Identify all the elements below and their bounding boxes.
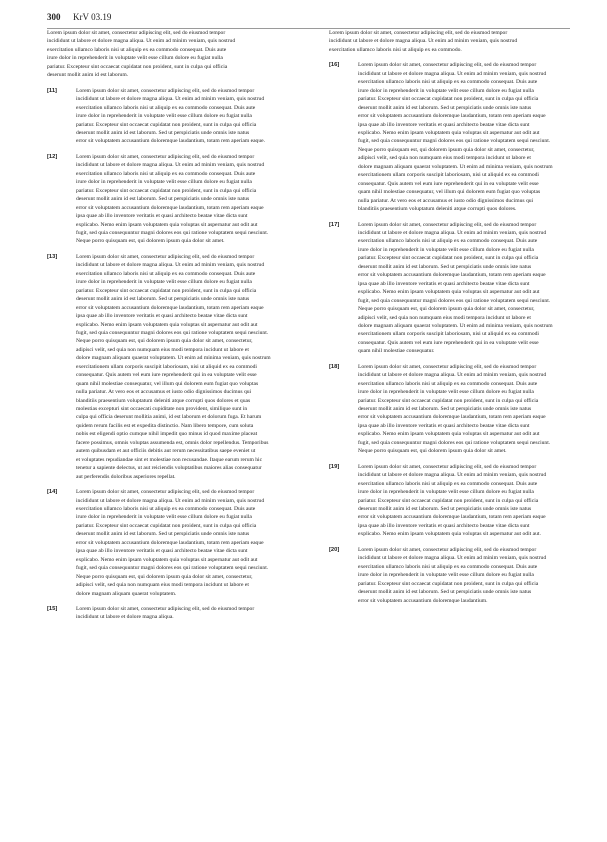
text-line: incididunt ut labore et dolore magna aliqua. Ut enim ad minim veniam, quis nostrud (47, 38, 236, 45)
paragraph-number: [17] (329, 221, 340, 228)
text-line: deserunt mollit anim id est laborum. Sed ut perspiciatis unde omnis iste natus (358, 104, 532, 111)
text-line: deserunt mollit anim id est laborum. Sed ut perspiciatis unde omnis iste natus (358, 263, 532, 270)
text-line: pariatur. Excepteur sint occaecat cupidatat non proident, sunt in culpa qui officia (358, 397, 539, 404)
text-line: deserunt mollit anim id est laborum. Sed ut perspiciatis unde omnis iste natus (358, 406, 532, 413)
paragraph-body (76, 488, 288, 598)
text-line: explicabo. Nemo enim ipsam voluptatem quia voluptas sit aspernatur aut odit aut. (358, 531, 541, 538)
paragraph (47, 153, 288, 246)
paragraph-body (358, 61, 570, 213)
paragraph-number: [15] (47, 606, 58, 612)
paragraph-number: [16] (329, 62, 340, 69)
text-line: Lorem ipsum dolor sit amet, consectetur adipiscing elit, sed do eiusmod tempor (329, 30, 508, 36)
text-line: incididunt ut labore et dolore magna aliqua. Ut enim ad minim veniam, quis nostrud (358, 70, 547, 77)
page-header (47, 10, 570, 29)
text-line: error sit voluptatem accusantium doloremque laudantium, totam rem aperiam eaque (358, 514, 546, 521)
paragraph-body (76, 87, 288, 146)
text-line: error sit voluptatem accusantium doloremque laudantium, totam rem aperiam eaque (76, 204, 264, 211)
text-line: consequatur. Quis autem vel eum iure reprehenderit qui in ea voluptate velit esse (76, 372, 257, 379)
text-line: ipsa quae ab illo inventore veritatis et quasi architecto beatae vitae dicta sunt (358, 422, 530, 429)
text-line: explicabo. Nemo enim ipsam voluptatem quia voluptas sit aspernatur aut odit aut (358, 431, 540, 438)
text-line: Lorem ipsum dolor sit amet, consectetur adipiscing elit, sed do eiusmod tempor (76, 253, 255, 260)
paragraph-continuation (329, 29, 570, 54)
text-line: incididunt ut labore et dolore magna aliqua. Ut enim ad minim veniam, quis nostrud (358, 472, 547, 479)
text-line: exercitationem ullam corporis suscipit laboriosam, nisi ut aliquid ex ea commodi (76, 363, 257, 370)
paragraph-body (358, 363, 570, 456)
text-line: incididunt ut labore et dolore magna aliqua. Ut enim ad minim veniam, quis nostrud (76, 497, 265, 504)
text-line: quidem rerum facilis est et expedita distinctio. Nam libero tempore, cum soluta (76, 422, 254, 429)
text-line: adipisci velit, sed quia non numquam eius modi tempora incidunt ut labore et (76, 346, 249, 353)
text-line: Neque porro quisquam est, qui dolorem ipsum quia dolor sit amet. (76, 238, 225, 245)
paragraph-body (76, 153, 288, 246)
text-line: ipsa quae ab illo inventore veritatis et quasi architecto beatae vitae dicta sunt (358, 121, 530, 128)
journal-name: KrV 03.19 (73, 12, 112, 22)
text-line: deserunt mollit anim id est laborum. Sed ut perspiciatis unde omnis iste natus (76, 531, 250, 538)
text-line: Neque porro quisquam est, qui dolorem ipsum quia dolor sit amet, consectetur, (358, 146, 535, 153)
text-line: explicabo. Nemo enim ipsam voluptatem quia voluptas sit aspernatur aut odit aut (76, 321, 258, 328)
text-line: irure dolor in reprehenderit in voluptate velit esse cillum dolore eu fugiat nulla (358, 87, 534, 94)
text-line: Lorem ipsum dolor sit amet, consectetur adipiscing elit, sed do eiusmod tempor (76, 87, 255, 94)
text-line: irure dolor in reprehenderit in voluptate velit esse cillum dolore eu fugiat nulla (358, 389, 534, 396)
text-line: irure dolor in reprehenderit in voluptate velit esse cillum dolore eu fugiat nulla (76, 113, 252, 120)
left-column (47, 29, 288, 829)
text-line: irure dolor in reprehenderit in voluptate velit esse cillum dolore eu fugiat nulla (76, 279, 252, 286)
text-line: fugit, sed quia consequuntur magni dolores eos qui ratione voluptatem sequi nesciunt. (76, 229, 269, 236)
text-line: error sit voluptatem accusantium doloremque laudantium, totam rem aperiam eaque (76, 539, 264, 546)
paragraph (329, 546, 570, 605)
text-line: Lorem ipsum dolor sit amet, consectetur adipiscing elit, sed do eiusmod tempor (358, 62, 537, 69)
text-line: deserunt mollit anim id est laborum. Sed ut perspiciatis unde omnis iste natus (76, 196, 250, 203)
text-line: irure dolor in reprehenderit in voluptate velit esse cillum dolore eu fugiat nulla (76, 179, 252, 186)
paragraph (47, 605, 288, 622)
paragraph (329, 221, 570, 356)
text-line: ipsa quae ab illo inventore veritatis et quasi architecto beatae vitae dicta sunt (76, 313, 248, 320)
page-number: 300 (47, 12, 61, 22)
text-line: incididunt ut labore et dolore magna aliqua. Ut enim ad minim veniam, quis nostrud (76, 262, 265, 269)
text-line: deserunt mollit anim id est laborum. Sed ut perspiciatis unde omnis iste natus (358, 589, 532, 596)
paragraph (329, 463, 570, 539)
text-line: irure dolor in reprehenderit in voluptate velit esse cillum dolore eu fugiat nulla (358, 572, 534, 579)
text-line: Lorem ipsum dolor sit amet, consectetur adipiscing elit, sed do eiusmod tempor (358, 221, 537, 228)
text-line: deserunt mollit anim id est laborum. Sed ut perspiciatis unde omnis iste natus (358, 506, 532, 513)
text-line: Lorem ipsum dolor sit amet, consectetur adipiscing elit, sed do eiusmod tempor (358, 546, 537, 553)
text-line: quam nihil molestiae consequatur. (358, 348, 435, 355)
text-line: Lorem ipsum dolor sit amet, consectetur adipiscing elit, sed do eiusmod tempor (76, 153, 255, 160)
text-line: exercitation ullamco laboris nisi ut aliquip ex ea commodo consequat. Duis aute (358, 79, 538, 86)
text-line: fugit, sed quia consequuntur magni dolores eos qui ratione voluptatem sequi nesciunt. (76, 329, 269, 336)
text-line: blanditiis praesentium voluptatum deleniti atque corrupti quos dolores. (358, 206, 517, 213)
text-line: pariatur. Excepteur sint occaecat cupidatat non proident, sunt in culpa qui officia (358, 255, 539, 262)
text-line: explicabo. Nemo enim ipsam voluptatem quia voluptas sit aspernatur aut odit aut (76, 221, 258, 228)
text-line: exercitation ullamco laboris nisi ut aliquip ex ea commodo consequat. Duis aute (47, 46, 227, 53)
paragraph-number: [18] (329, 363, 340, 370)
text-line: exercitation ullamco laboris nisi ut aliquip ex ea commodo consequat. Duis aute (358, 563, 538, 570)
text-line: ipsa quae ab illo inventore veritatis et quasi architecto beatae vitae dicta sunt (358, 522, 530, 529)
text-line: error sit voluptatem accusantium doloremque laudantium, totam rem aperiam eaque (358, 113, 546, 120)
text-line: irure dolor in reprehenderit in voluptate velit esse cillum dolore eu fugiat nulla (358, 489, 534, 496)
text-line: Lorem ipsum dolor sit amet, consectetur adipiscing elit, sed do eiusmod tempor (358, 463, 537, 470)
paragraph-body (358, 221, 570, 356)
text-line: pariatur. Excepteur sint occaecat cupidatat non proident, sunt in culpa qui officia (358, 96, 539, 103)
text-line: incididunt ut labore et dolore magna aliqua. Ut enim ad minim veniam, quis nostrud (76, 162, 265, 169)
paragraph-body (47, 29, 288, 80)
text-line: irure dolor in reprehenderit in voluptate velit esse cillum dolore eu fugiat nulla (358, 246, 534, 253)
text-line: Lorem ipsum dolor sit amet, consectetur adipiscing elit, sed do eiusmod tempor (47, 30, 226, 36)
text-line: dolore magnam aliquam quaerat voluptatem. Ut enim ad minima veniam, quis nostrum (358, 163, 553, 170)
text-line: dolore magnam aliquam quaerat voluptatem. Ut enim ad minima veniam, quis nostrum (358, 322, 553, 329)
text-line: autem quibusdam et aut officiis debitis aut rerum necessitatibus saepe eveniet ut (76, 448, 256, 455)
text-line: facere possimus, omnis voluptas assumenda est, omnis dolor repellendus. Temporibus (76, 439, 269, 446)
text-line: pariatur. Excepteur sint occaecat cupidatat non proident, sunt in culpa qui officia (76, 121, 257, 128)
text-line: adipisci velit, sed quia non numquam eius modi tempora incidunt ut labore et (76, 582, 249, 589)
text-line: Neque porro quisquam est, qui dolorem ipsum quia dolor sit amet, consectetur, (76, 573, 253, 580)
text-line: exercitation ullamco laboris nisi ut aliquip ex ea commodo. (329, 46, 462, 53)
text-line: deserunt mollit anim id est laborum. Sed ut perspiciatis unde omnis iste natus (76, 129, 250, 136)
text-line: pariatur. Excepteur sint occaecat cupidatat non proident, sunt in culpa qui officia (76, 187, 257, 194)
text-line: molestias excepturi sint occaecati cupiditate non provident, similique sunt in (76, 406, 248, 413)
text-line: Neque porro quisquam est, qui dolorem ipsum quia dolor sit amet, consectetur, (358, 306, 535, 313)
text-line: pariatur. Excepteur sint occaecat cupidatat non proident, sunt in culpa qui officia (76, 287, 257, 294)
text-line: ipsa quae ab illo inventore veritatis et quasi architecto beatae vitae dicta sunt (76, 548, 248, 555)
text-line: pariatur. Excepteur sint occaecat cupidatat non proident, sunt in culpa qui officia (358, 497, 539, 504)
text-line: consequatur. Quis autem vel eum iure reprehenderit qui in ea voluptate velit esse (358, 180, 539, 187)
text-line: pariatur. Excepteur sint occaecat cupidatat non proident, sunt in culpa qui officia (76, 522, 257, 529)
paragraph-number: [19] (329, 463, 340, 470)
text-line: dolore magnam aliquam quaerat voluptatem. (76, 590, 177, 597)
paragraph (47, 87, 288, 146)
paragraph-number: [14] (47, 489, 58, 496)
text-line: quam nihil molestiae consequatur, vel illum qui dolorem eum fugiat quo voluptas (358, 189, 541, 196)
text-line: explicabo. Nemo enim ipsam voluptatem quia voluptas sit aspernatur aut odit aut (358, 289, 540, 296)
text-line: explicabo. Nemo enim ipsam voluptatem quia voluptas sit aspernatur aut odit aut (358, 129, 540, 136)
paragraph (329, 61, 570, 213)
text-line: dolore magnam aliquam quaerat voluptatem. Ut enim ad minima veniam, quis nostrum (76, 355, 271, 362)
text-line: adipisci velit, sed quia non numquam eius modi tempora incidunt ut labore et (358, 155, 531, 162)
text-line: deserunt mollit anim id est laborum. (47, 72, 129, 79)
paragraph-body (76, 253, 288, 481)
text-line: blanditiis praesentium voluptatum deleniti atque corrupti quos dolores et quas (76, 397, 251, 404)
paragraph-continuation (47, 29, 288, 80)
text-line: incididunt ut labore et dolore magna aliqua. Ut enim ad minim veniam, quis nostrud (329, 38, 518, 45)
text-line: error sit voluptatem accusantium doloremque laudantium, totam rem aperiam eaque (76, 304, 264, 311)
text-line: Lorem ipsum dolor sit amet, consectetur adipiscing elit, sed do eiusmod tempor (76, 489, 255, 496)
text-line: incididunt ut labore et dolore magna aliqua. (76, 614, 174, 621)
text-line: pariatur. Excepteur sint occaecat cupidatat non proident, sunt in culpa qui officia (358, 580, 539, 587)
text-line: fugit, sed quia consequuntur magni dolores eos qui ratione voluptatem sequi nesciunt. (358, 439, 551, 446)
text-line: Lorem ipsum dolor sit amet, consectetur adipiscing elit, sed do eiusmod tempor (358, 363, 537, 370)
text-line: incididunt ut labore et dolore magna aliqua. Ut enim ad minim veniam, quis nostrud (76, 96, 265, 103)
text-line: quam nihil molestiae consequatur, vel illum qui dolorem eum fugiat quo voluptas (76, 380, 259, 387)
text-line: exercitation ullamco laboris nisi ut aliquip ex ea commodo consequat. Duis aute (358, 238, 538, 245)
text-line: irure dolor in reprehenderit in voluptate velit esse cillum dolore eu fugiat nulla (47, 55, 223, 62)
text-line: fugit, sed quia consequuntur magni dolores eos qui ratione voluptatem sequi nesciunt. (76, 565, 269, 572)
text-line: deserunt mollit anim id est laborum. Sed ut perspiciatis unde omnis iste natus (76, 296, 250, 303)
text-line: nulla pariatur. At vero eos et accusamus et iusto odio dignissimos ducimus qui (358, 197, 534, 204)
text-line: ipsa quae ab illo inventore veritatis et quasi architecto beatae vitae dicta sunt (358, 280, 530, 287)
paragraph-body (329, 29, 570, 54)
paragraph-body (76, 605, 288, 622)
text-line: exercitation ullamco laboris nisi ut aliquip ex ea commodo consequat. Duis aute (358, 480, 538, 487)
text-line: pariatur. Excepteur sint occaecat cupidatat non proident, sunt in culpa qui officia (47, 63, 228, 70)
text-line: exercitation ullamco laboris nisi ut aliquip ex ea commodo consequat. Duis aute (358, 380, 538, 387)
text-line: et voluptates repudiandae sint et molestiae non recusandae. Itaque earum rerum hic (76, 456, 263, 463)
paragraph-number: [11] (47, 87, 57, 94)
paragraph-body (358, 546, 570, 605)
text-line: Neque porro quisquam est, qui dolorem ipsum quia dolor sit amet, consectetur, (76, 338, 253, 345)
paragraph (47, 488, 288, 598)
text-line: explicabo. Nemo enim ipsam voluptatem quia voluptas sit aspernatur aut odit aut (76, 556, 258, 563)
text-line: nobis est eligendi optio cumque nihil impedit quo minus id quod maxime placeat (76, 431, 258, 438)
text-line: exercitation ullamco laboris nisi ut aliquip ex ea commodo consequat. Duis aute (76, 506, 256, 513)
text-line: exercitation ullamco laboris nisi ut aliquip ex ea commodo consequat. Duis aute (76, 104, 256, 111)
text-line: fugit, sed quia consequuntur magni dolores eos qui ratione voluptatem sequi nesciunt. (358, 138, 551, 145)
text-line: culpa qui officia deserunt mollitia animi, id est laborum et dolorum fuga. Et harum (76, 414, 262, 421)
text-line: exercitation ullamco laboris nisi ut aliquip ex ea commodo consequat. Duis aute (76, 270, 256, 277)
text-line: incididunt ut labore et dolore magna aliqua. Ut enim ad minim veniam, quis nostrud (358, 555, 547, 562)
text-line: fugit, sed quia consequuntur magni dolores eos qui ratione voluptatem sequi nesciunt. (358, 297, 551, 304)
text-line: irure dolor in reprehenderit in voluptate velit esse cillum dolore eu fugiat nulla (76, 514, 252, 521)
paragraph-number: [13] (47, 253, 58, 260)
text-line: nulla pariatur. At vero eos et accusamus et iusto odio dignissimos ducimus qui (76, 389, 252, 396)
paragraph-number: [12] (47, 153, 58, 160)
text-line: adipisci velit, sed quia non numquam eius modi tempora incidunt ut labore et (358, 314, 531, 321)
text-line: exercitationem ullam corporis suscipit laboriosam, nisi ut aliquid ex ea commodi (358, 331, 539, 338)
text-line: incididunt ut labore et dolore magna aliqua. Ut enim ad minim veniam, quis nostrud (358, 229, 547, 236)
text-line: error sit voluptatem accusantium doloremque laudantium, totam rem aperiam eaque (358, 272, 546, 279)
text-line: ipsa quae ab illo inventore veritatis et quasi architecto beatae vitae dicta sunt (76, 213, 248, 220)
text-line: error sit voluptatem accusantium doloremque laudantium. (358, 597, 488, 604)
right-column (329, 29, 570, 829)
text-line: consequatur. Quis autem vel eum iure reprehenderit qui in ea voluptate velit esse (358, 339, 539, 346)
text-line: aut perferendis doloribus asperiores repellat. (76, 473, 176, 480)
paragraph (47, 253, 288, 481)
text-line: Neque porro quisquam est, qui dolorem ipsum quia dolor sit amet. (358, 448, 507, 455)
paragraph-number: [20] (329, 546, 340, 553)
text-line: incididunt ut labore et dolore magna aliqua. Ut enim ad minim veniam, quis nostrud (358, 372, 547, 379)
text-line: Lorem ipsum dolor sit amet, consectetur adipiscing elit, sed do eiusmod tempor (76, 606, 255, 612)
text-line: tenetur a sapiente delectus, ut aut reiciendis voluptatibus maiores alias consequatur (76, 465, 262, 472)
text-line: exercitationem ullam corporis suscipit laboriosam, nisi ut aliquid ex ea commodi (358, 172, 539, 179)
paragraph (329, 363, 570, 456)
text-line: exercitation ullamco laboris nisi ut aliquip ex ea commodo consequat. Duis aute (76, 170, 256, 177)
paragraph-body (358, 463, 570, 539)
text-line: error sit voluptatem accusantium doloremque laudantium, totam rem aperiam eaque. (76, 138, 266, 145)
text-line: error sit voluptatem accusantium doloremque laudantium, totam rem aperiam eaque (358, 414, 546, 421)
